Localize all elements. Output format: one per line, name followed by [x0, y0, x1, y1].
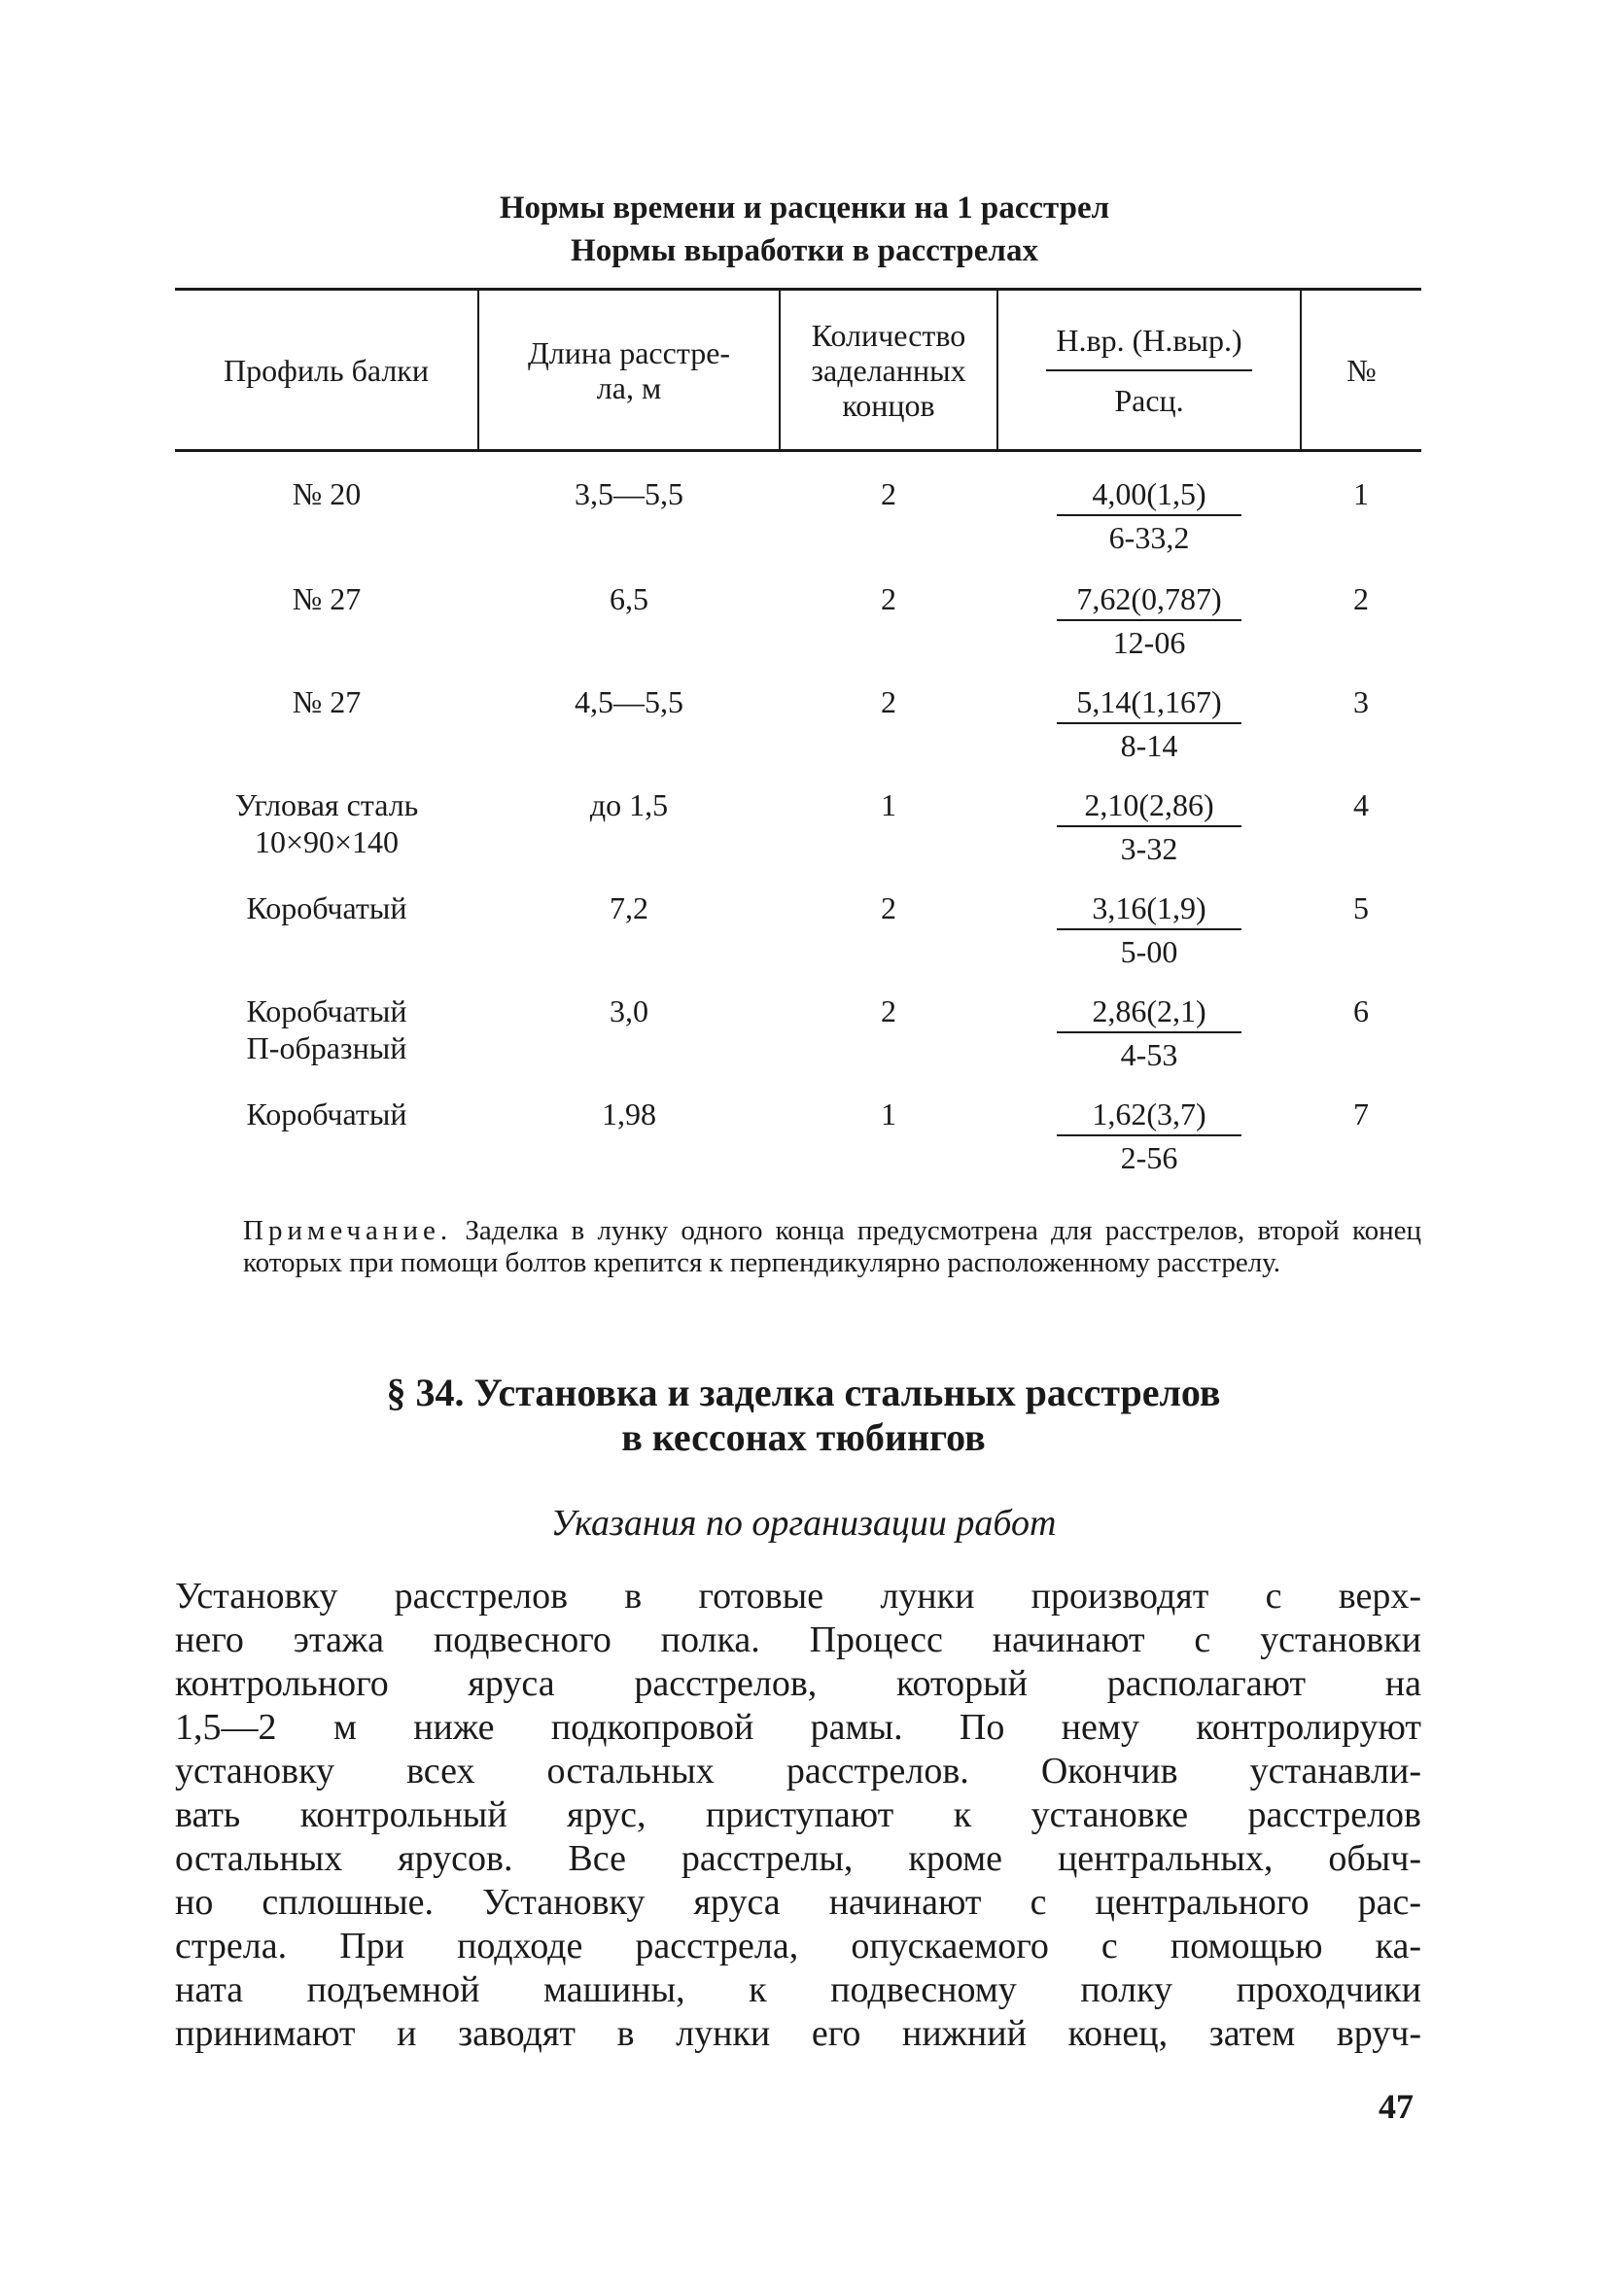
section-subtitle: Указания по организации работ — [550, 1503, 1057, 1544]
cell-ends: 1 — [881, 1096, 896, 1131]
cell-ends: 2 — [881, 890, 896, 925]
cell-norm — [997, 1096, 1301, 1199]
cell-norm — [997, 580, 1301, 683]
profile-line-2: 10×90×140 — [254, 824, 400, 859]
cell-number: 1 — [1353, 476, 1369, 511]
cell-number: 2 — [1353, 581, 1369, 616]
profile-line-1: Коробчатый — [246, 993, 407, 1028]
norm-value: 2,10(2,86) — [1057, 786, 1241, 827]
body-line: контрольного яруса расстрелов, который располагают на — [175, 1663, 1421, 1704]
section-title — [0, 1371, 1607, 1460]
profile-line-1: Угловая сталь — [234, 787, 419, 822]
table-row — [175, 683, 1421, 786]
body-line: принимают и заводят в лунки его нижний конец, затем вруч- — [175, 2013, 1421, 2054]
table-caption — [0, 187, 1607, 272]
rate-value: 6-33,2 — [1108, 520, 1190, 555]
norm-value: 4,00(1,5) — [1057, 475, 1241, 516]
cell-norm — [997, 889, 1301, 992]
header-norm-denominator: Расц. — [1114, 382, 1184, 418]
cell-profile — [175, 1096, 478, 1199]
cell-profile — [175, 683, 478, 786]
header-number: № — [1301, 290, 1421, 451]
header-ends-line-3: концов — [842, 387, 935, 423]
rate-value: 8-14 — [1120, 728, 1178, 763]
header-ends-line-1: Количество — [811, 317, 966, 353]
cell-length: до 1,5 — [589, 787, 669, 822]
norm-value: 1,62(3,7) — [1057, 1096, 1241, 1136]
cell-number: 4 — [1353, 787, 1369, 822]
caption-line-1: Нормы времени и расценки на 1 расстрел — [499, 191, 1110, 226]
cell-ends: 2 — [881, 684, 896, 719]
cell-length: 7,2 — [610, 890, 648, 925]
section-title-line-2: в кессонах тюбингов — [621, 1415, 986, 1459]
table-row — [175, 786, 1421, 889]
cell-number: 7 — [1353, 1096, 1369, 1131]
cell-length: 1,98 — [602, 1096, 656, 1131]
profile-line-1: Коробчатый — [246, 890, 407, 925]
cell-number: 6 — [1353, 993, 1369, 1028]
body-line: вать контрольный ярус, приступают к установке расстрелов — [175, 1794, 1421, 1835]
header-norm-numerator: Н.вр. (Н.выр.) — [1046, 323, 1251, 371]
rate-value: 4-53 — [1120, 1037, 1178, 1072]
header-length-line-1: Длина расстре- — [527, 334, 731, 370]
norm-value: 7,62(0,787) — [1057, 580, 1241, 621]
header-profile: Профиль балки — [175, 290, 478, 451]
cell-norm — [997, 992, 1301, 1096]
cell-profile — [175, 889, 478, 992]
cell-norm — [997, 683, 1301, 786]
norm-value: 2,86(2,1) — [1057, 992, 1241, 1033]
cell-norm — [997, 786, 1301, 889]
profile-line-2: П-образный — [246, 1030, 407, 1065]
table-body — [175, 451, 1421, 1200]
header-norm — [997, 290, 1301, 451]
body-line: но сплошные. Установку яруса начинают с центрального рас- — [175, 1882, 1421, 1923]
rate-value: 5-00 — [1120, 934, 1178, 969]
body-paragraph — [175, 1575, 1421, 2056]
rate-value: 3-32 — [1120, 831, 1178, 866]
cell-norm — [997, 451, 1301, 581]
table-note — [243, 1215, 1421, 1279]
header-ends — [780, 290, 997, 451]
table-row — [175, 889, 1421, 992]
cell-profile — [175, 451, 478, 581]
body-line: Установку расстрелов в готовые лунки производят с верх- — [175, 1576, 1421, 1617]
cell-ends: 2 — [881, 993, 896, 1028]
rate-value: 12-06 — [1112, 625, 1186, 660]
body-line: 1,5—2 м ниже подкопровой рамы. По нему контролируют — [175, 1707, 1421, 1748]
body-line: установку всех остальных расстрелов. Окончив устанавли- — [175, 1751, 1421, 1792]
norm-value: 5,14(1,167) — [1057, 683, 1241, 724]
cell-number: 5 — [1353, 890, 1369, 925]
norms-table — [175, 288, 1421, 1199]
profile-line-1: Коробчатый — [246, 1096, 407, 1131]
body-line: него этажа подвесного полка. Процесс начинают с установки — [175, 1619, 1421, 1660]
header-length-line-2: ла, м — [596, 369, 662, 405]
table-row — [175, 580, 1421, 683]
table-header-row — [175, 290, 1421, 451]
cell-length: 4,5—5,5 — [575, 684, 683, 719]
cell-profile — [175, 580, 478, 683]
header-ends-line-2: заделанных — [811, 352, 966, 388]
body-line: ната подъемной машины, к подвесному полку проходчики — [175, 1969, 1421, 2010]
section-title-line-1: § 34. Установка и заделка стальных расстрелов — [386, 1371, 1221, 1414]
body-line: остальных ярусов. Все расстрелы, кроме центральных, обыч- — [175, 1838, 1421, 1879]
norm-value: 3,16(1,9) — [1057, 889, 1241, 930]
cell-length: 3,0 — [610, 993, 648, 1028]
cell-ends: 1 — [881, 787, 896, 822]
note-label: Примечание. — [243, 1215, 453, 1246]
table-row — [175, 451, 1421, 581]
page-number: 47 — [1379, 2087, 1414, 2126]
cell-number: 3 — [1353, 684, 1369, 719]
cell-ends: 2 — [881, 476, 896, 511]
caption-line-2: Нормы выработки в расстрелах — [571, 233, 1038, 268]
cell-profile — [175, 992, 478, 1096]
cell-length: 6,5 — [610, 581, 648, 616]
rate-value: 2-56 — [1120, 1140, 1178, 1175]
note-text: Заделка в лунку одного конца предусмотрена для расстрелов, второй конец которых при помощи болтов крепится к перпендикулярно расположенному расстрелу. — [243, 1215, 1421, 1278]
table-row — [175, 992, 1421, 1096]
header-length — [478, 290, 780, 451]
table-row — [175, 1096, 1421, 1199]
cell-ends: 2 — [881, 581, 896, 616]
profile-line-1: № 20 — [292, 476, 362, 511]
cell-length: 3,5—5,5 — [575, 476, 683, 511]
profile-line-1: № 27 — [292, 684, 362, 719]
body-line: стрела. При подходе расстрела, опускаемого с помощью ка- — [175, 1926, 1421, 1966]
profile-line-1: № 27 — [292, 581, 362, 616]
cell-profile — [175, 786, 478, 889]
